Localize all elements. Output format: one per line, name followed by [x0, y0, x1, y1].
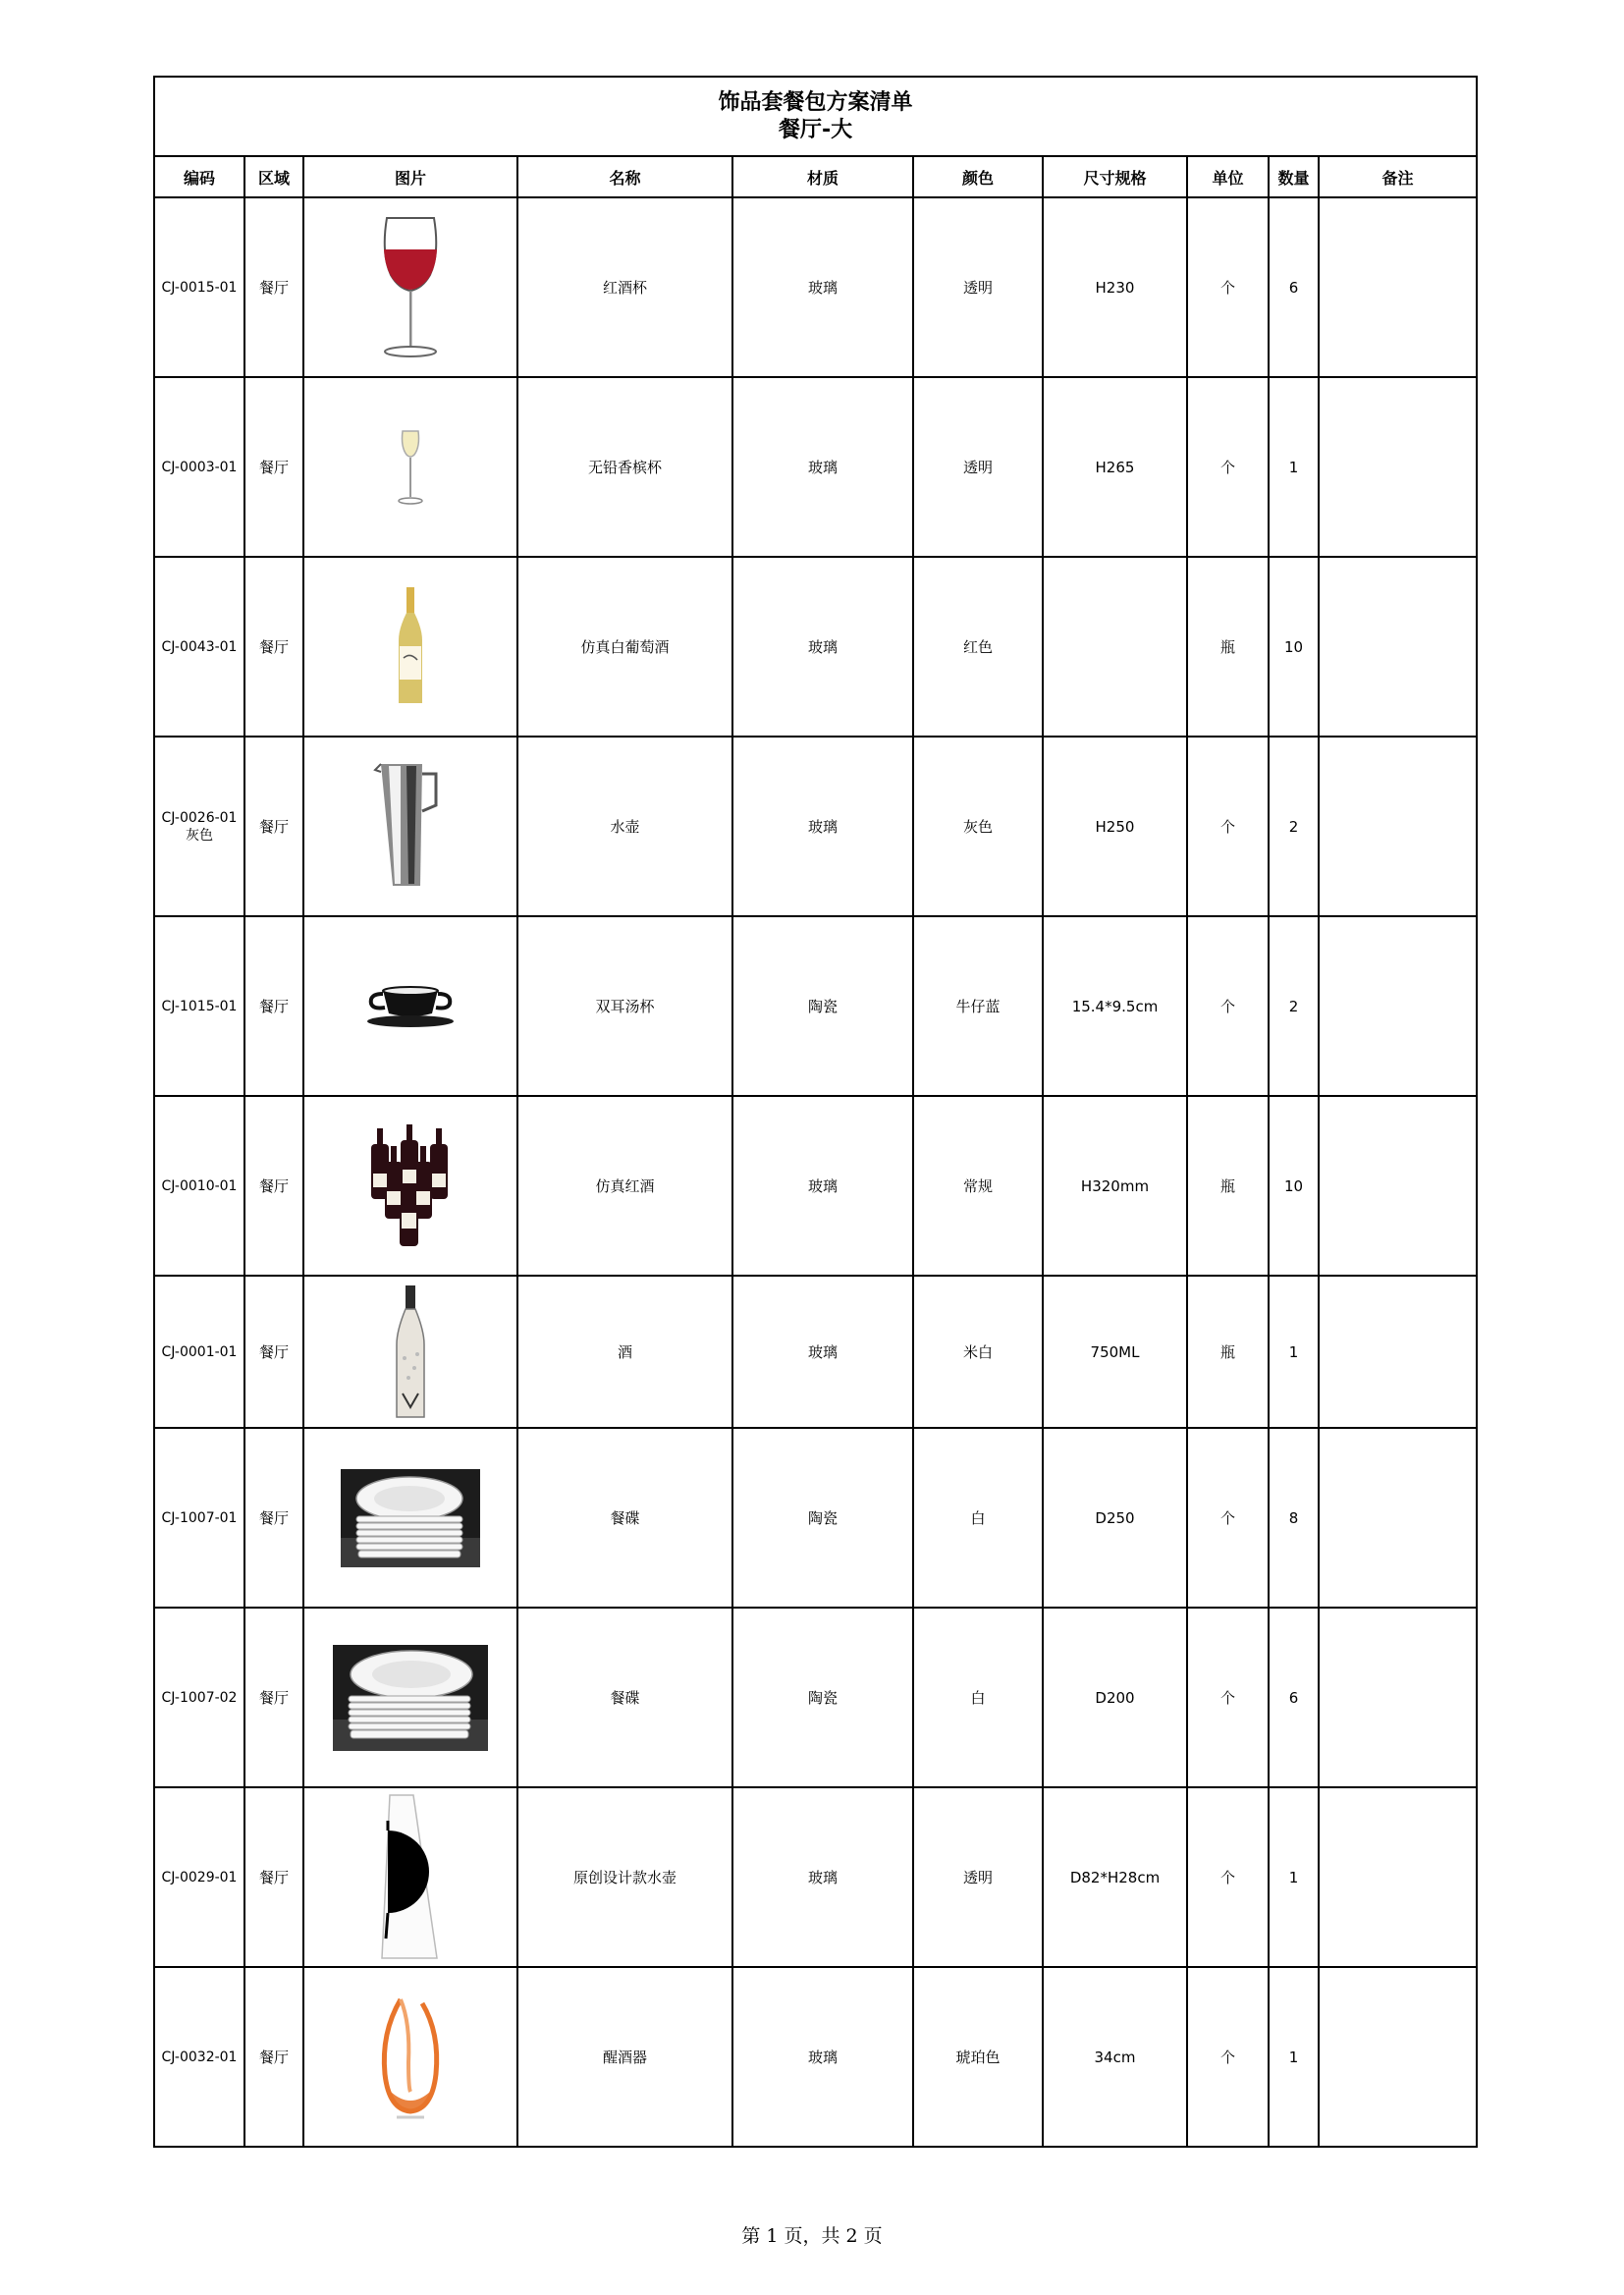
cell-note — [1319, 557, 1477, 737]
cell-material: 玻璃 — [732, 1787, 913, 1967]
header-image: 图片 — [303, 156, 517, 197]
cell-color: 白 — [913, 1428, 1043, 1608]
cell-note — [1319, 1428, 1477, 1608]
cell-name: 餐碟 — [517, 1428, 732, 1608]
cell-image — [303, 557, 517, 737]
cell-color: 红色 — [913, 557, 1043, 737]
title-line-1: 饰品套餐包方案清单 — [718, 89, 913, 115]
cell-color: 透明 — [913, 377, 1043, 557]
water-pitcher-icon — [371, 760, 450, 893]
cell-unit: 个 — [1187, 916, 1269, 1096]
cell-note — [1319, 1787, 1477, 1967]
cell-unit: 个 — [1187, 737, 1269, 916]
cell-note — [1319, 1608, 1477, 1787]
cell-image — [303, 916, 517, 1096]
cell-qty: 10 — [1269, 557, 1319, 737]
cell-area: 餐厅 — [244, 557, 303, 737]
cell-material: 陶瓷 — [732, 916, 913, 1096]
header-code: 编码 — [154, 156, 244, 197]
header-area: 区域 — [244, 156, 303, 197]
cell-note — [1319, 197, 1477, 377]
table-row — [154, 557, 1477, 737]
cell-name: 红酒杯 — [517, 197, 732, 377]
cell-name: 双耳汤杯 — [517, 916, 732, 1096]
header-note: 备注 — [1319, 156, 1477, 197]
cell-unit: 个 — [1187, 377, 1269, 557]
cell-qty: 2 — [1269, 737, 1319, 916]
cell-size: H265 — [1043, 377, 1187, 557]
plate-stack-icon — [333, 1645, 488, 1751]
header-unit: 单位 — [1187, 156, 1269, 197]
cell-qty: 6 — [1269, 1608, 1319, 1787]
cell-note — [1319, 916, 1477, 1096]
cell-name: 酒 — [517, 1276, 732, 1428]
cell-note — [1319, 737, 1477, 916]
product-list-table — [153, 76, 1478, 2148]
table-row — [154, 1608, 1477, 1787]
cell-code: CJ-0015-01 — [154, 197, 244, 377]
cell-name: 水壶 — [517, 737, 732, 916]
title-line-2: 餐厅-大 — [778, 117, 853, 142]
cell-qty: 1 — [1269, 377, 1319, 557]
cell-material: 玻璃 — [732, 1967, 913, 2147]
cell-size: 750ML — [1043, 1276, 1187, 1428]
cell-unit: 瓶 — [1187, 1276, 1269, 1428]
cell-unit: 瓶 — [1187, 1096, 1269, 1276]
cell-name: 无铅香槟杯 — [517, 377, 732, 557]
design-carafe-icon — [376, 1791, 445, 1964]
cell-size: 34cm — [1043, 1967, 1187, 2147]
cell-color: 灰色 — [913, 737, 1043, 916]
header-size: 尺寸规格 — [1043, 156, 1187, 197]
cell-size: H250 — [1043, 737, 1187, 916]
header-material: 材质 — [732, 156, 913, 197]
cell-area: 餐厅 — [244, 737, 303, 916]
cell-code: CJ-0001-01 — [154, 1276, 244, 1428]
cell-color: 常规 — [913, 1096, 1043, 1276]
header-name: 名称 — [517, 156, 732, 197]
cell-unit: 瓶 — [1187, 557, 1269, 737]
cell-area: 餐厅 — [244, 197, 303, 377]
cell-qty: 1 — [1269, 1787, 1319, 1967]
cell-material: 玻璃 — [732, 1276, 913, 1428]
cell-color: 白 — [913, 1608, 1043, 1787]
header-color: 颜色 — [913, 156, 1043, 197]
table-row — [154, 377, 1477, 557]
cell-color: 透明 — [913, 1787, 1043, 1967]
header-qty: 数量 — [1269, 156, 1319, 197]
cell-code: CJ-0010-01 — [154, 1096, 244, 1276]
cell-area: 餐厅 — [244, 1096, 303, 1276]
cell-material: 陶瓷 — [732, 1428, 913, 1608]
cell-material: 玻璃 — [732, 377, 913, 557]
table-row — [154, 1096, 1477, 1276]
cell-size: 15.4*9.5cm — [1043, 916, 1187, 1096]
cell-unit: 个 — [1187, 1608, 1269, 1787]
cell-image — [303, 1787, 517, 1967]
cell-note — [1319, 377, 1477, 557]
white-wine-bottle-icon — [391, 585, 430, 708]
cell-material: 玻璃 — [732, 737, 913, 916]
champagne-glass-icon — [391, 423, 430, 512]
header-row — [154, 156, 1477, 197]
red-wine-glass-icon — [371, 214, 450, 361]
cell-material: 玻璃 — [732, 1096, 913, 1276]
cell-image — [303, 1276, 517, 1428]
cell-name: 仿真白葡萄酒 — [517, 557, 732, 737]
cell-note — [1319, 1096, 1477, 1276]
cell-code: CJ-1015-01 — [154, 916, 244, 1096]
table-row — [154, 1428, 1477, 1608]
page-footer: 第 1 页，共 2 页 — [741, 2225, 883, 2247]
cell-area: 餐厅 — [244, 377, 303, 557]
cell-image — [303, 1608, 517, 1787]
cell-unit: 个 — [1187, 1428, 1269, 1608]
plate-stack-icon — [341, 1469, 480, 1567]
cell-qty: 8 — [1269, 1428, 1319, 1608]
table-row — [154, 737, 1477, 916]
cell-color: 琥珀色 — [913, 1967, 1043, 2147]
cell-material: 玻璃 — [732, 197, 913, 377]
table-row — [154, 1787, 1477, 1967]
cell-size — [1043, 557, 1187, 737]
cell-material: 陶瓷 — [732, 1608, 913, 1787]
sheet-title — [154, 77, 1477, 156]
cell-image — [303, 1096, 517, 1276]
cell-material: 玻璃 — [732, 557, 913, 737]
table-row — [154, 1967, 1477, 2147]
cell-size: H230 — [1043, 197, 1187, 377]
cell-unit: 个 — [1187, 197, 1269, 377]
table-row — [154, 1276, 1477, 1428]
red-wine-bottles-icon — [363, 1122, 458, 1250]
soup-cup-icon — [361, 982, 460, 1031]
cell-code: CJ-1007-02 — [154, 1608, 244, 1787]
cell-image — [303, 737, 517, 916]
cell-size: D82*H28cm — [1043, 1787, 1187, 1967]
cell-qty: 6 — [1269, 197, 1319, 377]
cell-code: CJ-0029-01 — [154, 1787, 244, 1967]
cell-area: 餐厅 — [244, 1967, 303, 2147]
cell-note — [1319, 1967, 1477, 2147]
cell-name: 仿真红酒 — [517, 1096, 732, 1276]
cell-unit: 个 — [1187, 1967, 1269, 2147]
cell-unit: 个 — [1187, 1787, 1269, 1967]
cell-code: CJ-0032-01 — [154, 1967, 244, 2147]
cell-size: D200 — [1043, 1608, 1187, 1787]
cell-size: H320mm — [1043, 1096, 1187, 1276]
cell-note — [1319, 1276, 1477, 1428]
table-row — [154, 916, 1477, 1096]
cell-area: 餐厅 — [244, 1276, 303, 1428]
cell-code: CJ-0043-01 — [154, 557, 244, 737]
cell-area: 餐厅 — [244, 1608, 303, 1787]
cell-code: CJ-0003-01 — [154, 377, 244, 557]
cell-name: 醒酒器 — [517, 1967, 732, 2147]
cell-area: 餐厅 — [244, 916, 303, 1096]
cell-name: 餐碟 — [517, 1608, 732, 1787]
cell-qty: 1 — [1269, 1967, 1319, 2147]
cell-image — [303, 377, 517, 557]
cell-color: 米白 — [913, 1276, 1043, 1428]
cell-qty: 2 — [1269, 916, 1319, 1096]
cell-size: D250 — [1043, 1428, 1187, 1608]
cell-image — [303, 1967, 517, 2147]
cell-area: 餐厅 — [244, 1787, 303, 1967]
cell-color: 牛仔蓝 — [913, 916, 1043, 1096]
cell-code: CJ-1007-01 — [154, 1428, 244, 1608]
cell-color: 透明 — [913, 197, 1043, 377]
cell-qty: 1 — [1269, 1276, 1319, 1428]
cell-qty: 10 — [1269, 1096, 1319, 1276]
decanter-icon — [371, 1994, 450, 2121]
cell-image — [303, 1428, 517, 1608]
cell-code: CJ-0026-01 灰色 — [154, 737, 244, 916]
table-row — [154, 197, 1477, 377]
cell-name: 原创设计款水壶 — [517, 1787, 732, 1967]
cell-image — [303, 197, 517, 377]
sparkling-wine-bottle-icon — [391, 1284, 430, 1421]
cell-area: 餐厅 — [244, 1428, 303, 1608]
